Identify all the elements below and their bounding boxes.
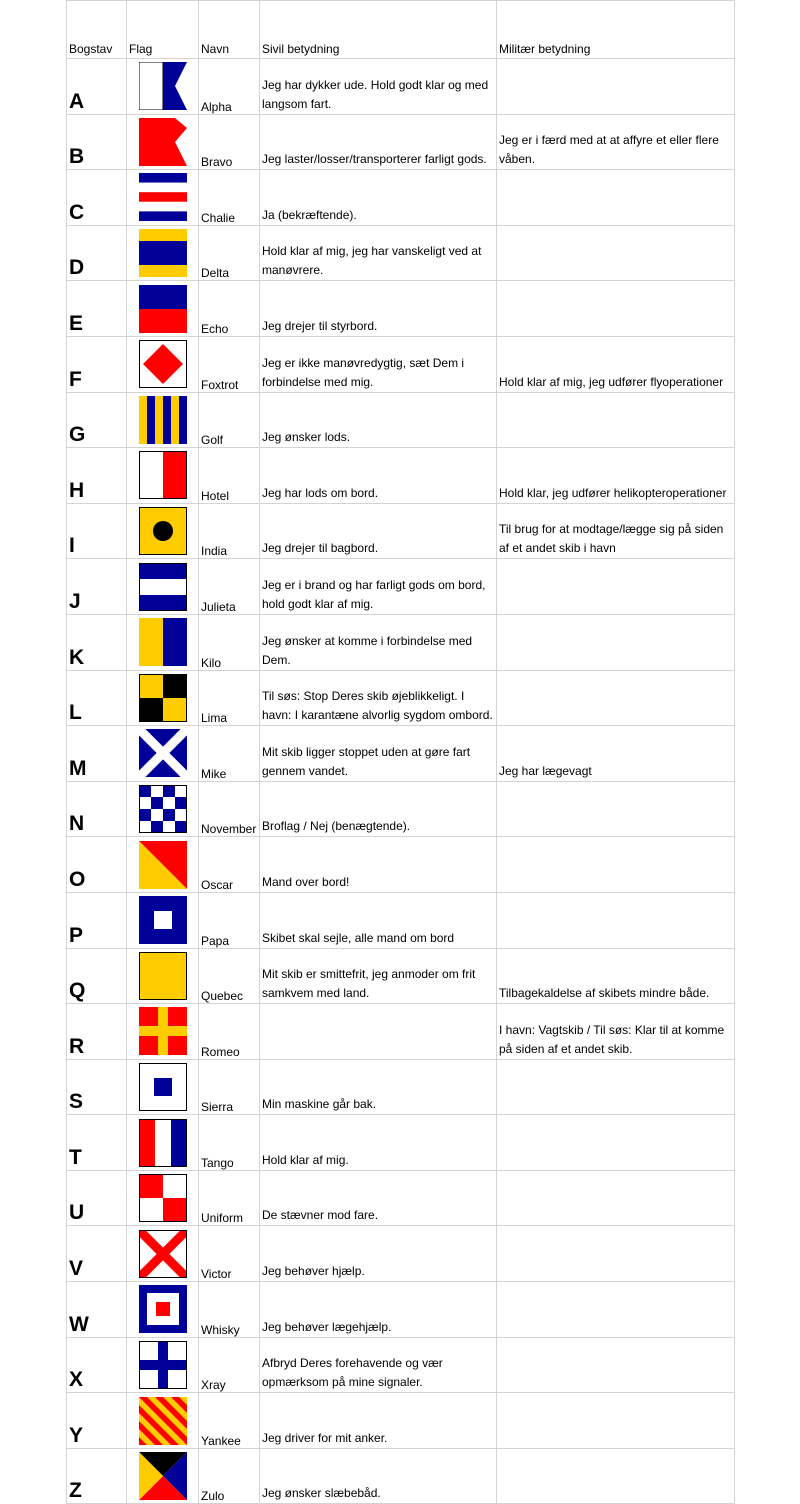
flag-quebec-icon <box>129 952 196 1000</box>
flag-cell-e[interactable] <box>127 281 199 337</box>
table-row <box>67 948 735 1004</box>
flag-india-icon <box>129 507 196 555</box>
header-letter[interactable]: Bogstav <box>67 1 127 59</box>
table-row <box>67 781 735 837</box>
letter-cell-f[interactable]: F <box>67 336 127 392</box>
table-row <box>67 1337 735 1393</box>
flag-alpha-icon <box>129 62 196 110</box>
header-military[interactable]: Militær betydning <box>497 1 735 59</box>
name-cell-h[interactable]: Hotel <box>199 448 260 504</box>
military-cell-j[interactable] <box>497 559 735 615</box>
name-cell-x[interactable]: Xray <box>199 1337 260 1393</box>
civil-cell-v[interactable]: Jeg behøver hjælp. <box>260 1226 497 1282</box>
table-row <box>67 1393 735 1449</box>
military-cell-i[interactable]: Til brug for at modtage/lægge sig på siden af et andet skib i havn <box>497 503 735 559</box>
table-row <box>67 448 735 504</box>
name-cell-i[interactable]: India <box>199 503 260 559</box>
civil-cell-u[interactable]: De stævner mod fare. <box>260 1170 497 1226</box>
signal-flag-table <box>66 0 735 1504</box>
civil-cell-l[interactable]: Til søs: Stop Deres skib øjeblikkeligt. I havn: I karantæne alvorlig sygdom ombord. <box>260 670 497 726</box>
civil-cell-z[interactable]: Jeg ønsker slæbebåd. <box>260 1448 497 1504</box>
civil-cell-e[interactable]: Jeg drejer til styrbord. <box>260 281 497 337</box>
letter-cell-b[interactable]: B <box>67 114 127 170</box>
letter-cell-w[interactable]: W <box>67 1282 127 1338</box>
military-cell-h[interactable]: Hold klar, jeg udfører helikopteroperationer <box>497 448 735 504</box>
name-cell-s[interactable]: Sierra <box>199 1059 260 1115</box>
flag-bravo-icon <box>129 118 196 166</box>
table-row <box>67 1448 735 1504</box>
table-row <box>67 892 735 948</box>
letter-cell-z[interactable]: Z <box>67 1448 127 1504</box>
military-cell-g[interactable] <box>497 392 735 448</box>
military-cell-w[interactable] <box>497 1282 735 1338</box>
military-cell-x[interactable] <box>497 1337 735 1393</box>
flag-cell-a[interactable] <box>127 59 199 115</box>
name-cell-n[interactable]: November <box>199 781 260 837</box>
military-cell-r[interactable]: I havn: Vagtskib / Til søs: Klar til at komme på siden af et andet skib. <box>497 1004 735 1060</box>
header-civil[interactable]: Sivil betydning <box>260 1 497 59</box>
military-cell-n[interactable] <box>497 781 735 837</box>
flag-zulu-icon <box>129 1452 196 1500</box>
flag-cell-t[interactable] <box>127 1115 199 1171</box>
civil-cell-t[interactable]: Hold klar af mig. <box>260 1115 497 1171</box>
civil-cell-d[interactable]: Hold klar af mig, jeg har vanskeligt ved at manøvrere. <box>260 225 497 281</box>
civil-cell-o[interactable]: Mand over bord! <box>260 837 497 893</box>
flag-cell-f[interactable] <box>127 336 199 392</box>
civil-cell-a[interactable]: Jeg har dykker ude. Hold godt klar og med langsom fart. <box>260 59 497 115</box>
civil-cell-i[interactable]: Jeg drejer til bagbord. <box>260 503 497 559</box>
letter-cell-u[interactable]: U <box>67 1170 127 1226</box>
flag-cell-n[interactable] <box>127 781 199 837</box>
table-row <box>67 225 735 281</box>
civil-cell-b[interactable]: Jeg laster/losser/transporterer farligt gods. <box>260 114 497 170</box>
flag-tango-icon <box>129 1119 196 1167</box>
table-row <box>67 1115 735 1171</box>
civil-cell-h[interactable]: Jeg har lods om bord. <box>260 448 497 504</box>
flag-sierra-icon <box>129 1063 196 1111</box>
military-cell-e[interactable] <box>497 281 735 337</box>
table-row <box>67 837 735 893</box>
military-cell-l[interactable] <box>497 670 735 726</box>
flag-cell-h[interactable] <box>127 448 199 504</box>
letter-cell-d[interactable]: D <box>67 225 127 281</box>
table-row <box>67 170 735 226</box>
letter-cell-n[interactable]: N <box>67 781 127 837</box>
letter-cell-q[interactable]: Q <box>67 948 127 1004</box>
flag-cell-o[interactable] <box>127 837 199 893</box>
military-cell-c[interactable] <box>497 170 735 226</box>
military-cell-a[interactable] <box>497 59 735 115</box>
flag-papa-icon <box>129 896 196 944</box>
name-cell-o[interactable]: Oscar <box>199 837 260 893</box>
civil-cell-q[interactable]: Mit skib er smittefrit, jeg anmoder om frit samkvem med land. <box>260 948 497 1004</box>
civil-cell-p[interactable]: Skibet skal sejle, alle mand om bord <box>260 892 497 948</box>
civil-cell-f[interactable]: Jeg er ikke manøvredygtig, sæt Dem i forbindelse med mig. <box>260 336 497 392</box>
letter-cell-a[interactable]: A <box>67 59 127 115</box>
letter-cell-m[interactable]: M <box>67 726 127 782</box>
civil-cell-x[interactable]: Afbryd Deres forehavende og vær opmærksom på mine signaler. <box>260 1337 497 1393</box>
letter-cell-k[interactable]: K <box>67 614 127 670</box>
letter-cell-y[interactable]: Y <box>67 1393 127 1449</box>
flag-cell-m[interactable] <box>127 726 199 782</box>
flag-hotel-icon <box>129 451 196 499</box>
name-cell-e[interactable]: Echo <box>199 281 260 337</box>
name-cell-g[interactable]: Golf <box>199 392 260 448</box>
table-row <box>67 1059 735 1115</box>
letter-cell-o[interactable]: O <box>67 837 127 893</box>
name-cell-a[interactable]: Alpha <box>199 59 260 115</box>
military-cell-y[interactable] <box>497 1393 735 1449</box>
flag-cell-i[interactable] <box>127 503 199 559</box>
military-cell-z[interactable] <box>497 1448 735 1504</box>
name-cell-v[interactable]: Victor <box>199 1226 260 1282</box>
letter-cell-v[interactable]: V <box>67 1226 127 1282</box>
name-cell-q[interactable]: Quebec <box>199 948 260 1004</box>
military-cell-t[interactable] <box>497 1115 735 1171</box>
table-row <box>67 559 735 615</box>
military-cell-s[interactable] <box>497 1059 735 1115</box>
name-cell-f[interactable]: Foxtrot <box>199 336 260 392</box>
civil-cell-k[interactable]: Jeg ønsker at komme i forbindelse med Dem. <box>260 614 497 670</box>
flag-cell-w[interactable] <box>127 1282 199 1338</box>
table-row <box>67 503 735 559</box>
letter-cell-t[interactable]: T <box>67 1115 127 1171</box>
flag-cell-q[interactable] <box>127 948 199 1004</box>
name-cell-z[interactable]: Zulo <box>199 1448 260 1504</box>
civil-cell-j[interactable]: Jeg er i brand og har farligt gods om bord, hold godt klar af mig. <box>260 559 497 615</box>
name-cell-c[interactable]: Chalie <box>199 170 260 226</box>
flag-victor-icon <box>129 1230 196 1278</box>
table-row <box>67 114 735 170</box>
flag-yankee-icon <box>129 1397 196 1445</box>
flag-cell-r[interactable] <box>127 1004 199 1060</box>
military-cell-k[interactable] <box>497 614 735 670</box>
name-cell-j[interactable]: Julieta <box>199 559 260 615</box>
table-row <box>67 1282 735 1338</box>
civil-cell-r[interactable] <box>260 1004 497 1060</box>
flag-cell-p[interactable] <box>127 892 199 948</box>
military-cell-m[interactable]: Jeg har lægevagt <box>497 726 735 782</box>
name-cell-b[interactable]: Bravo <box>199 114 260 170</box>
flag-cell-v[interactable] <box>127 1226 199 1282</box>
letter-cell-e[interactable]: E <box>67 281 127 337</box>
flag-juliet-icon <box>129 563 196 611</box>
flag-romeo-icon <box>129 1007 196 1055</box>
name-cell-y[interactable]: Yankee <box>199 1393 260 1449</box>
name-cell-u[interactable]: Uniform <box>199 1170 260 1226</box>
table-row <box>67 281 735 337</box>
civil-cell-w[interactable]: Jeg behøver lægehjælp. <box>260 1282 497 1338</box>
flag-cell-u[interactable] <box>127 1170 199 1226</box>
military-cell-f[interactable]: Hold klar af mig, jeg udfører flyoperationer <box>497 336 735 392</box>
civil-cell-y[interactable]: Jeg driver for mit anker. <box>260 1393 497 1449</box>
flag-cell-k[interactable] <box>127 614 199 670</box>
header-name[interactable]: Navn <box>199 1 260 59</box>
flag-charlie-icon <box>129 173 196 221</box>
flag-cell-c[interactable] <box>127 170 199 226</box>
flag-mike-icon <box>129 729 196 777</box>
military-cell-o[interactable] <box>497 837 735 893</box>
table-row <box>67 1226 735 1282</box>
name-cell-m[interactable]: Mike <box>199 726 260 782</box>
civil-cell-s[interactable]: Min maskine går bak. <box>260 1059 497 1115</box>
letter-cell-j[interactable]: J <box>67 559 127 615</box>
flag-delta-icon <box>129 229 196 277</box>
letter-cell-l[interactable]: L <box>67 670 127 726</box>
military-cell-q[interactable]: Tilbagekaldelse af skibets mindre både. <box>497 948 735 1004</box>
flag-cell-z[interactable] <box>127 1448 199 1504</box>
table-row <box>67 670 735 726</box>
name-cell-w[interactable]: Whisky <box>199 1282 260 1338</box>
table-row <box>67 1170 735 1226</box>
military-cell-v[interactable] <box>497 1226 735 1282</box>
flag-whiskey-icon <box>129 1285 196 1333</box>
letter-cell-r[interactable]: R <box>67 1004 127 1060</box>
name-cell-k[interactable]: Kilo <box>199 614 260 670</box>
military-cell-b[interactable]: Jeg er i færd med at at affyre et eller flere våben. <box>497 114 735 170</box>
civil-cell-m[interactable]: Mit skib ligger stoppet uden at gøre fart gennem vandet. <box>260 726 497 782</box>
table-row <box>67 392 735 448</box>
flag-kilo-icon <box>129 618 196 666</box>
name-cell-p[interactable]: Papa <box>199 892 260 948</box>
table-row <box>67 726 735 782</box>
letter-cell-p[interactable]: P <box>67 892 127 948</box>
letter-cell-s[interactable]: S <box>67 1059 127 1115</box>
flag-november-icon <box>129 785 196 833</box>
header-row <box>67 1 735 59</box>
flag-uniform-icon <box>129 1174 196 1222</box>
flag-cell-l[interactable] <box>127 670 199 726</box>
civil-cell-g[interactable]: Jeg ønsker lods. <box>260 392 497 448</box>
letter-cell-i[interactable]: I <box>67 503 127 559</box>
header-flag[interactable]: Flag <box>127 1 199 59</box>
name-cell-l[interactable]: Lima <box>199 670 260 726</box>
letter-cell-g[interactable]: G <box>67 392 127 448</box>
flag-cell-d[interactable] <box>127 225 199 281</box>
name-cell-d[interactable]: Delta <box>199 225 260 281</box>
civil-cell-n[interactable]: Broflag / Nej (benægtende). <box>260 781 497 837</box>
civil-cell-c[interactable]: Ja (bekræftende). <box>260 170 497 226</box>
table-row <box>67 59 735 115</box>
name-cell-r[interactable]: Romeo <box>199 1004 260 1060</box>
table-row <box>67 614 735 670</box>
flag-cell-y[interactable] <box>127 1393 199 1449</box>
letter-cell-h[interactable]: H <box>67 448 127 504</box>
flag-echo-icon <box>129 285 196 333</box>
flag-oscar-icon <box>129 841 196 889</box>
table-row <box>67 336 735 392</box>
military-cell-d[interactable] <box>497 225 735 281</box>
flag-cell-g[interactable] <box>127 392 199 448</box>
flag-cell-j[interactable] <box>127 559 199 615</box>
flag-xray-icon <box>129 1341 196 1389</box>
table-row <box>67 1004 735 1060</box>
flag-cell-b[interactable] <box>127 114 199 170</box>
flag-golf-icon <box>129 396 196 444</box>
flag-foxtrot-icon <box>129 340 196 388</box>
letter-cell-x[interactable]: X <box>67 1337 127 1393</box>
flag-cell-x[interactable] <box>127 1337 199 1393</box>
flag-lima-icon <box>129 674 196 722</box>
military-cell-u[interactable] <box>497 1170 735 1226</box>
name-cell-t[interactable]: Tango <box>199 1115 260 1171</box>
letter-cell-c[interactable]: C <box>67 170 127 226</box>
military-cell-p[interactable] <box>497 892 735 948</box>
flag-cell-s[interactable] <box>127 1059 199 1115</box>
